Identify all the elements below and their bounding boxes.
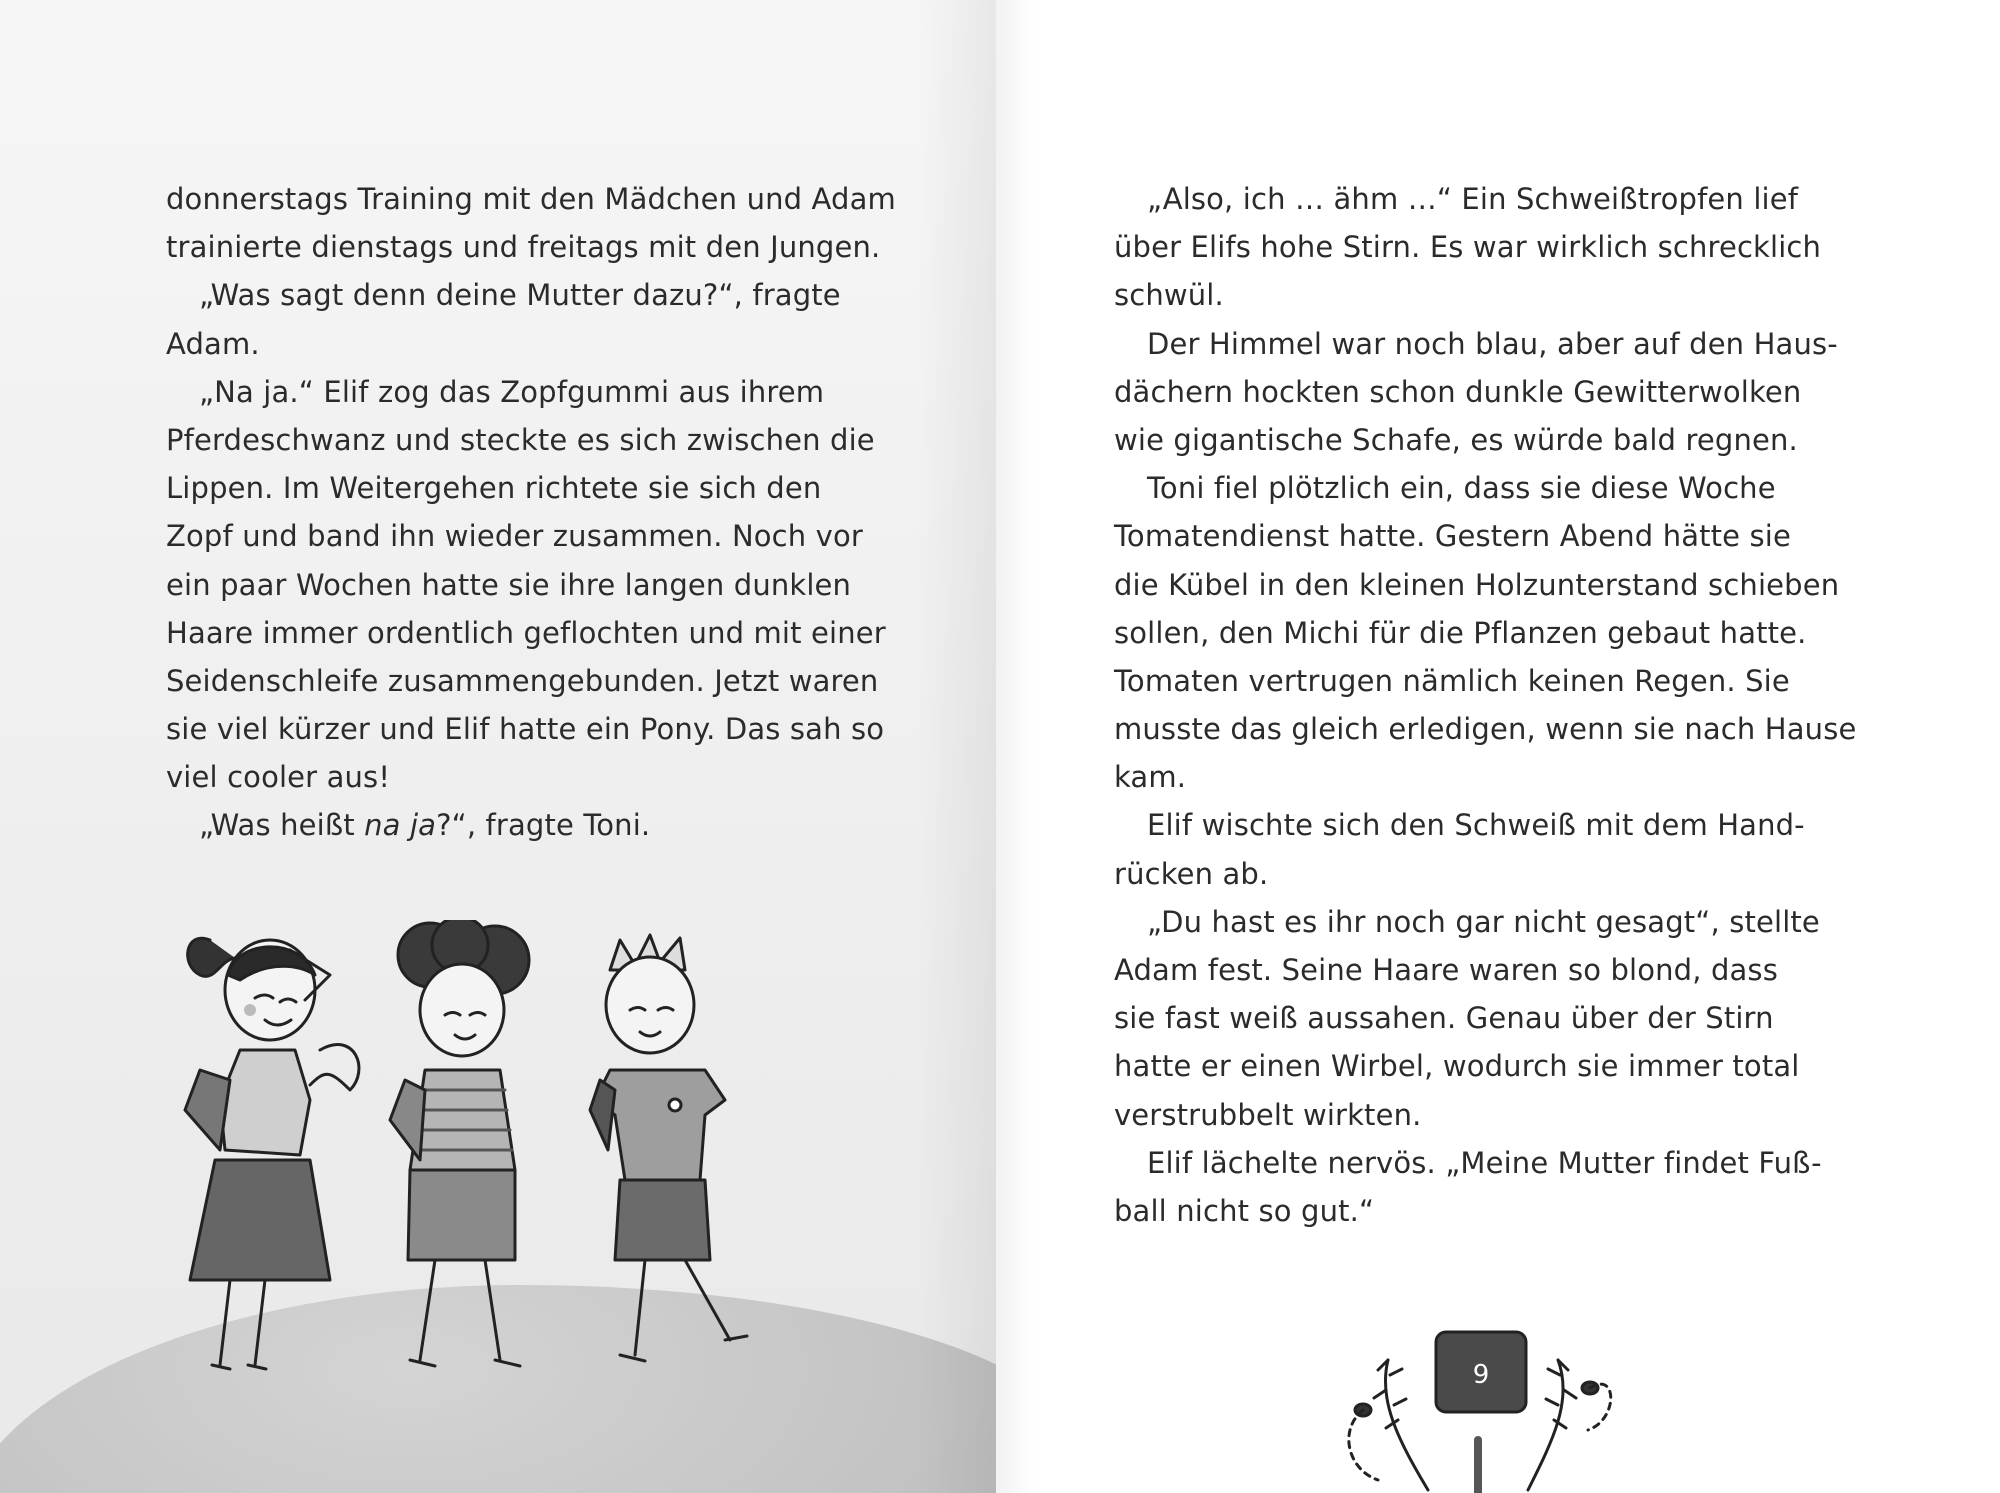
- text-line: Lippen. Im Weitergehen richtete sie sich den: [166, 471, 822, 506]
- text-line: rücken ab.: [1114, 856, 1269, 891]
- text-line: wie gigantische Schafe, es würde bald regnen.: [1114, 422, 1798, 457]
- text-line: schwül.: [1114, 278, 1224, 313]
- text-line: Elif wischte sich den Schweiß mit dem Hand-: [1147, 808, 1805, 843]
- right-page: [996, 0, 2000, 1493]
- left-page-text: [166, 175, 896, 850]
- text-line: ein paar Wochen hatte sie ihre langen dunklen: [166, 567, 852, 602]
- adam-figure: [590, 935, 747, 1361]
- italic-phrase: na ja: [364, 808, 437, 843]
- text-line: über Elifs hohe Stirn. Es war wirklich schrecklich: [1114, 230, 1822, 265]
- text-line: sie viel kürzer und Elif hatte ein Pony. Das sah so: [166, 712, 885, 747]
- text-line: Seidenschleife zusammengebunden. Jetzt waren: [166, 663, 879, 698]
- text-line: verstrubbelt wirkten.: [1114, 1097, 1422, 1132]
- text-line: ball nicht so gut.“: [1114, 1193, 1375, 1228]
- text-line: dächern hockten schon dunkle Gewitterwolken: [1114, 374, 1802, 409]
- left-page: [0, 0, 996, 1493]
- text-line: „Du hast es ihr noch gar nicht gesagt“, stellte: [1147, 904, 1820, 939]
- text-line: Elif lächelte nervös. „Meine Mutter findet Fuß-: [1147, 1145, 1822, 1180]
- text-line: „Na ja.“ Elif zog das Zopfgummi aus ihrem: [199, 374, 825, 409]
- text-line: trainierte dienstags und freitags mit den Jungen.: [166, 230, 881, 265]
- text-line: Toni fiel plötzlich ein, dass sie diese Woche: [1147, 471, 1776, 506]
- text-line: Adam fest. Seine Haare waren so blond, dass: [1114, 953, 1778, 987]
- elif-figure: [185, 938, 359, 1369]
- text-line: sollen, den Michi für die Pflanzen gebaut hatte.: [1114, 615, 1807, 650]
- text-line: „Was heißt na ja?“, fragte Toni.: [199, 808, 651, 843]
- text-line: „Also, ich … ähm …“ Ein Schweißtropfen lief: [1147, 182, 1799, 216]
- text-line: kam.: [1114, 760, 1187, 795]
- text-line: sie fast weiß aussahen. Genau über der Stirn: [1114, 1001, 1774, 1036]
- girl-with-curls-figure: [390, 920, 529, 1366]
- text-line: Zopf und band ihn wieder zusammen. Noch vor: [166, 519, 863, 554]
- text-line: die Kübel in den kleinen Holzunterstand schieben: [1114, 567, 1840, 602]
- text-line: viel cooler aus!: [166, 760, 391, 795]
- text-line: Tomaten vertrugen nämlich keinen Regen. Sie: [1114, 663, 1790, 698]
- text-line: hatte er einen Wirbel, wodurch sie immer total: [1114, 1049, 1800, 1084]
- text-line: Der Himmel war noch blau, aber auf den Haus-: [1147, 326, 1838, 361]
- text-line: „Was sagt denn deine Mutter dazu?“, fragte: [199, 278, 841, 313]
- plant-sign-illustration: [1328, 1320, 1628, 1493]
- text-line: Haare immer ordentlich geflochten und mit einer: [166, 615, 886, 650]
- text-line: Adam.: [166, 326, 260, 361]
- page-number: 9: [1472, 1360, 1490, 1390]
- text-line: Tomatendienst hatte. Gestern Abend hätte sie: [1114, 519, 1791, 554]
- right-page-text: [1114, 175, 1856, 1235]
- text-line: donnerstags Training mit den Mädchen und Adam: [166, 182, 896, 216]
- text-line: Pferdeschwanz und steckte es sich zwischen die: [166, 422, 875, 457]
- text-line: musste das gleich erledigen, wenn sie nach Hause: [1114, 712, 1857, 747]
- children-illustration: [180, 920, 800, 1380]
